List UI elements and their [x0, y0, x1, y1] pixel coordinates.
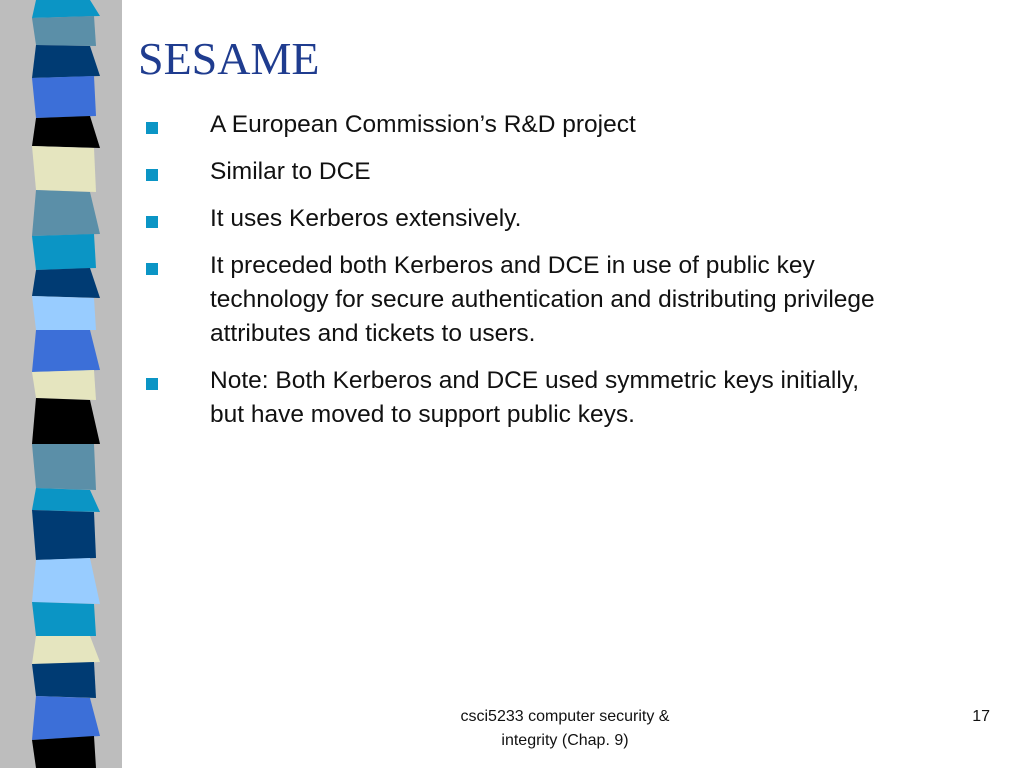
bullet-text-line: attributes and tickets to users.: [210, 320, 536, 347]
stripe-band: [32, 146, 96, 192]
bullet-text-line: It uses Kerberos extensively.: [210, 205, 522, 232]
footer-caption-line: integrity (Chap. 9): [501, 732, 629, 749]
stripe-band: [32, 190, 100, 236]
stripe-band: [32, 558, 100, 604]
stripe-band: [32, 16, 96, 46]
square-bullet-icon: [146, 263, 158, 275]
footer-caption: [400, 705, 730, 753]
stripe-band: [32, 488, 100, 512]
bullet-item: [140, 202, 1000, 236]
stripe-band: [32, 116, 100, 148]
bullet-text-line: Note: Both Kerberos and DCE used symmetric keys initially,: [210, 367, 860, 394]
footer-caption-line: csci5233 computer security &: [460, 708, 670, 725]
stripe-band: [32, 736, 96, 768]
bullet-text-line: technology for secure authentication and distributing privilege: [210, 286, 875, 313]
slide-title: SESAME: [138, 33, 320, 84]
stripe-pattern: [0, 0, 122, 768]
decorative-stripe-bar: [0, 0, 122, 768]
stripe-band: [32, 76, 96, 118]
bullet-item: [140, 155, 1000, 189]
stripe-band: [32, 268, 100, 298]
bullet-text-line: It preceded both Kerberos and DCE in use of public key: [210, 252, 815, 279]
stripe-band: [32, 636, 100, 664]
stripe-band: [32, 662, 96, 698]
stripe-band: [32, 0, 100, 18]
bullet-text-line: A European Commission’s R&D project: [210, 111, 636, 138]
bullet-list: [140, 108, 1000, 445]
square-bullet-icon: [146, 216, 158, 228]
bullet-item: [140, 249, 1000, 351]
square-bullet-icon: [146, 122, 158, 134]
stripe-band: [32, 296, 96, 330]
bullet-text-line: but have moved to support public keys.: [210, 401, 635, 428]
stripe-band: [32, 370, 96, 400]
page-number: 17: [972, 708, 990, 725]
bullet-item: [140, 364, 1000, 432]
stripe-band: [32, 696, 100, 740]
stripe-band: [32, 510, 96, 560]
square-bullet-icon: [146, 378, 158, 390]
bullet-text-line: Similar to DCE: [210, 158, 371, 185]
square-bullet-icon: [146, 169, 158, 181]
stripe-band: [32, 45, 100, 78]
stripe-band: [32, 330, 100, 372]
stripe-band: [32, 234, 96, 270]
bullet-item: [140, 108, 1000, 142]
stripe-band: [32, 398, 100, 444]
stripe-band: [32, 602, 96, 636]
stripe-band: [32, 444, 96, 490]
